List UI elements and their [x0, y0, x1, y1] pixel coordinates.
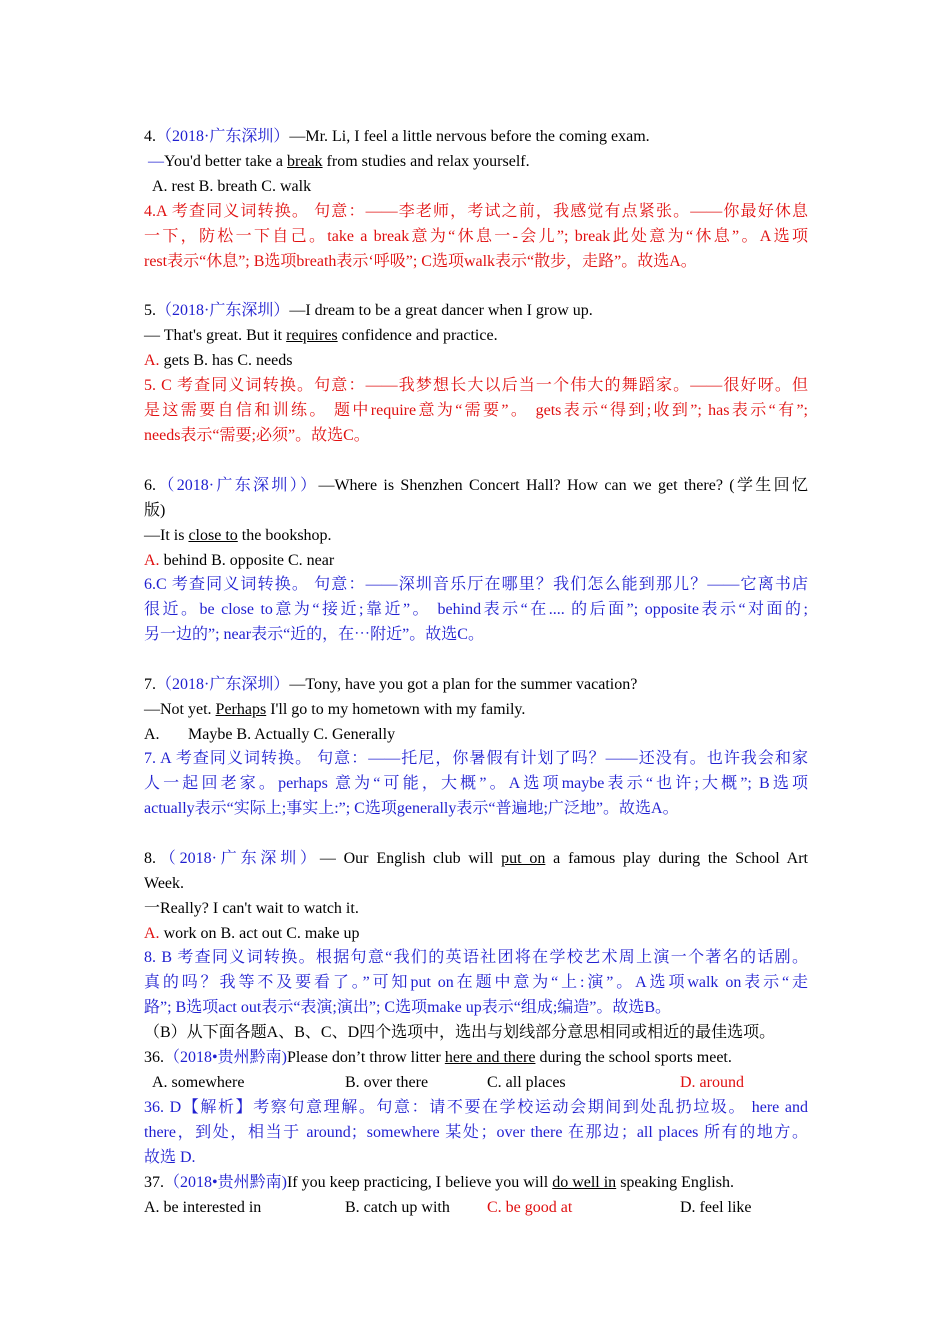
q36-options: [144, 1070, 808, 1095]
q7-reply-a: —Not yet.: [144, 701, 216, 718]
q8-explanation-line-1: 8. B 考查同义词转换。根据句意“我们的英语社团将在学校艺术周上演一个著名的话剧。: [144, 949, 808, 966]
q5-stem: [144, 298, 808, 323]
q7-options-text: Maybe B. Actually C. Generally: [188, 726, 396, 743]
q6-options: [144, 548, 808, 573]
q6-explanation-line-1: 6.C 考查同义词转换。 句意：——深圳音乐厅在哪里？我们怎么能到那儿？——它离书店: [144, 576, 808, 593]
q8-source: （2018·广东深圳）: [156, 850, 320, 867]
q7-explanation-line-3: actually表示“实际上;事实上:”; C选项generally表示“普遍地;广泛地”。故选A。: [144, 800, 679, 817]
q8-stem-a: — Our English club will: [319, 850, 502, 867]
q37-number: 37.: [144, 1174, 164, 1191]
q37-underlined-phrase: do well in: [552, 1174, 617, 1191]
q5-reply-a: — That's great. But it: [144, 327, 287, 344]
q8-stem-continued: Week.: [144, 875, 185, 892]
q6-stem-continued: 版): [144, 502, 166, 519]
q36-stem-b: during the school sports meet.: [535, 1049, 732, 1066]
q6-underlined-word: close to: [188, 527, 238, 544]
q8-stem: [144, 846, 808, 871]
q7-reply-b: I'll go to my hometown with my family.: [266, 701, 526, 718]
q4-options: A. rest B. breath C. walk: [152, 178, 312, 195]
q37-stem-a: If you keep practicing, I believe you will: [286, 1174, 553, 1191]
q8-explanation-line-3: 路”; B选项act out表示“表演;演出”; C选项make up表示“组成;编造”。故选B。: [144, 999, 672, 1016]
q36-explanation-line-1: 36. D【解析】考察句意理解。句意：请不要在学校运动会期间到处乱扔垃圾。 here and: [144, 1099, 808, 1116]
q37-source: （2018•贵州黔南): [164, 1174, 287, 1191]
q5-stem-text: —I dream to be a great dancer when I grow up.: [289, 302, 593, 319]
q6-option-a-letter: A.: [144, 552, 160, 569]
q7-explanation-line-1: 7. A 考查同义词转换。 句意：——托尼，你暑假有计划了吗？——还没有。也许我会和家: [144, 750, 808, 767]
q6-stem-text: —Where is Shenzhen Concert Hall? How can we get there? (学生回忆: [318, 477, 808, 494]
q6-source: （2018·广东深圳））: [156, 477, 319, 494]
q4-reply-b: from studies and relax yourself.: [322, 153, 530, 170]
q7-underlined-word: Perhaps: [215, 701, 267, 718]
q4-number: 4.: [144, 128, 156, 145]
q4-source: （2018·广东深圳）: [156, 128, 290, 145]
q37-option-b: B. catch up with: [345, 1199, 450, 1216]
q4-reply-dash: —: [148, 153, 164, 170]
q8-option-a-letter: A.: [144, 925, 160, 942]
q36-option-c: C. all places: [487, 1074, 566, 1091]
q6-reply: [144, 523, 808, 548]
q6-explanation-line-2: 很近。be close to意为“接近;靠近”。 behind表示“在.... 的后面”; opposite表示“对面的;: [144, 601, 808, 618]
q36-underlined-phrase: here and there: [444, 1049, 536, 1066]
q7-stem: [144, 672, 808, 697]
q4-underlined-word: break: [287, 153, 323, 170]
q4-explanation-line-2: 一下，防松一下自己。take a break意为“休息一-会儿”; break此处意为“休息”。A选项: [144, 228, 808, 245]
q7-number: 7.: [144, 676, 156, 693]
q7-reply: [144, 697, 808, 722]
q5-reply: [144, 323, 808, 348]
q7-stem-text: —Tony, have you got a plan for the summer vacation?: [289, 676, 638, 693]
q4-explanation-line-1: 4.A 考查同义词转换。 句意：——李老师，考试之前，我感觉有点紧张。——你最好休息: [144, 203, 808, 220]
q6-number: 6.: [144, 477, 156, 494]
q5-options-text: gets B. has C. needs: [159, 352, 293, 369]
q8-reply: 一Really? I can't wait to watch it.: [144, 900, 359, 917]
q8-underlined-word: put on: [501, 850, 546, 867]
q6-stem: [144, 473, 808, 498]
q6-options-text: behind B. opposite C. near: [159, 552, 335, 569]
q6-explanation-line-3: 另一边的”; near表示“近的，在⋯附近”。故选C。: [144, 626, 484, 643]
q5-source: （2018·广东深圳）: [156, 302, 290, 319]
q8-number: 8.: [144, 850, 156, 867]
section-b-instruction: （B）从下面各题A、B、C、D四个选项中，选出与划线部分意思相同或相近的最佳选项。: [144, 1024, 776, 1041]
q4-explanation-line-3: rest表示“休息”; B选项breath表示‘呼吸”; C选项walk表示“散步，走路”。故选A。: [144, 253, 697, 270]
q5-option-a-letter: A.: [144, 352, 160, 369]
q37-stem-b: speaking English.: [616, 1174, 734, 1191]
q5-explanation-line-1: 5. C 考查同义词转换。句意：——我梦想长大以后当一个伟大的舞蹈家。——很好呀。但: [144, 377, 808, 394]
q8-explanation-line-2: 真的吗？我等不及要看了。”可知put on在题中意为“上:演”。A选项walk on表示“走: [144, 974, 808, 991]
q5-underlined-word: requires: [286, 327, 338, 344]
q5-options: [144, 348, 808, 373]
q4-stem: [144, 124, 808, 149]
q36-option-b: B. over there: [345, 1074, 429, 1091]
q7-explanation-line-2: 人一起回老家。perhaps 意为“可能，大概”。A选项maybe表示“也许;大概”; B选项: [144, 775, 808, 792]
q37-options: [144, 1195, 808, 1220]
q8-options-text: work on B. act out C. make up: [159, 925, 360, 942]
q7-options: [144, 722, 808, 747]
q36-source: （2018•贵州黔南): [164, 1049, 287, 1066]
q37-option-d: D. feel like: [680, 1199, 752, 1216]
q5-number: 5.: [144, 302, 156, 319]
q7-option-a-letter: A.: [144, 726, 160, 743]
q37-option-c: C. be good at: [487, 1199, 573, 1216]
q4-reply: [144, 149, 808, 174]
q5-explanation-line-2: 是这需要自信和训练。 题中require意为“需要”。 gets表示“得到;收到”; has表示“有”;: [144, 402, 808, 419]
q36-stem: [144, 1045, 808, 1070]
q8-options: [144, 921, 808, 946]
q36-option-a: A. somewhere: [152, 1074, 245, 1091]
q8-stem-b: a famous play during the School Art: [545, 850, 808, 867]
q36-stem-a: Please don’t throw litter: [286, 1049, 445, 1066]
q4-stem-text: —Mr. Li, I feel a little nervous before the coming exam.: [289, 128, 650, 145]
q6-reply-b: the bookshop.: [237, 527, 332, 544]
q37-stem: [144, 1170, 808, 1195]
q7-source: （2018·广东深圳）: [156, 676, 290, 693]
q5-explanation-line-3: needs表示“需要;必须”。故选C。: [144, 427, 370, 444]
q36-number: 36.: [144, 1049, 164, 1066]
q36-explanation-line-3: 故选 D.: [144, 1149, 196, 1166]
q5-reply-b: confidence and practice.: [337, 327, 498, 344]
q36-explanation-line-2: there，到处，相当于 around；somewhere 某处；over there 在那边；all places 所有的地方。: [144, 1124, 808, 1141]
q6-reply-a: —It is: [144, 527, 189, 544]
q4-reply-a: You'd better take a: [164, 153, 288, 170]
q36-option-d: D. around: [680, 1074, 744, 1091]
q37-option-a: A. be interested in: [144, 1199, 262, 1216]
